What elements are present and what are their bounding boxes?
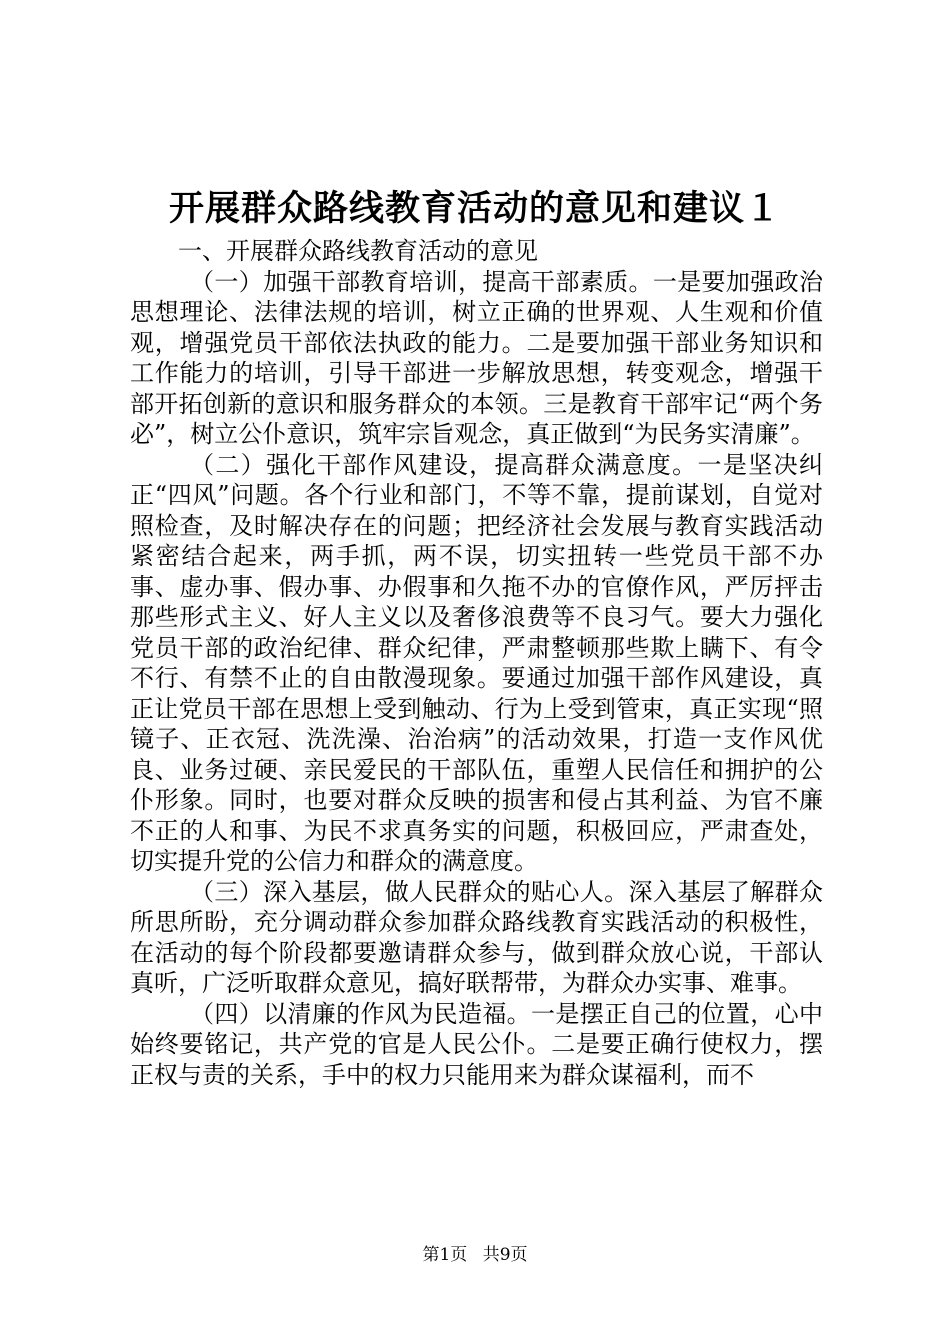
section-heading: 一、开展群众路线教育活动的意见 [178, 237, 538, 265]
page-number: 第1页 [422, 1245, 468, 1265]
paragraph-2: （二）强化干部作风建设，提高群众满意度。一是坚决纠正“四风”问题。各个行业和部门，不等不靠，提前谋划，自觉对照检查，及时解决存在的问题；把经济社会发展与教育实践活动紧密结合起来，两手抓，两不误，切实扭转一些党员干部不办事、虚办事、假办事、办假事和久拖不办的官僚作风，严厉抨击那些形式主义、好人主义以及奢侈浪费等不良习气。要大力强化党员干部的政治纪律、群众纪律，严肃整顿那些欺上瞒下、有令不行、有禁不止的自由散漫现象。要通过加强干部作风建设，真正让党员干部在思想上受到触动、行为上受到管束，真正实现“照镜子、正衣冠、洗洗澡、治治病”的活动效果，打造一支作风优良、业务过硬、亲民爱民的干部队伍，重塑人民信任和拥护的公仆形象。同时，也要对群众反映的损害和侵占其利益、为官不廉不正的人和事、为民不求真务实的问题，积极回应，严肃查处，切实提升党的公信力和群众的满意度。 [130, 450, 823, 875]
paragraph-1: （一）加强干部教育培训，提高干部素质。一是要加强政治思想理论、法律法规的培训，树立正确的世界观、人生观和价值观，增强党员干部依法执政的能力。二是要加强干部业务知识和工作能力的培训，引导干部进一步解放思想，转变观念，增强干部开拓创新的意识和服务群众的本领。三是教育干部牢记“两个务必”，树立公仆意识，筑牢宗旨观念，真正做到“为民务实清廉”。 [130, 267, 823, 448]
paragraph-4: （四）以清廉的作风为民造福。一是摆正自己的位置，心中始终要铭记，共产党的官是人民公仆。二是要正确行使权力，摆正权与责的关系，手中的权力只能用来为群众谋福利，而不 [130, 999, 823, 1089]
paragraph-3: （三）深入基层，做人民群众的贴心人。深入基层了解群众所思所盼，充分调动群众参加群众路线教育实践活动的积极性，在活动的每个阶段都要邀请群众参与，做到群众放心说，干部认真听，广泛听取群众意见，搞好联帮带，为群众办实事、难事。 [130, 877, 823, 997]
document-body [130, 236, 823, 1090]
document-title: 开展群众路线教育活动的意见和建议１ [168, 188, 781, 229]
page-total: 共9页 [482, 1245, 528, 1265]
page-footer [0, 1244, 950, 1266]
